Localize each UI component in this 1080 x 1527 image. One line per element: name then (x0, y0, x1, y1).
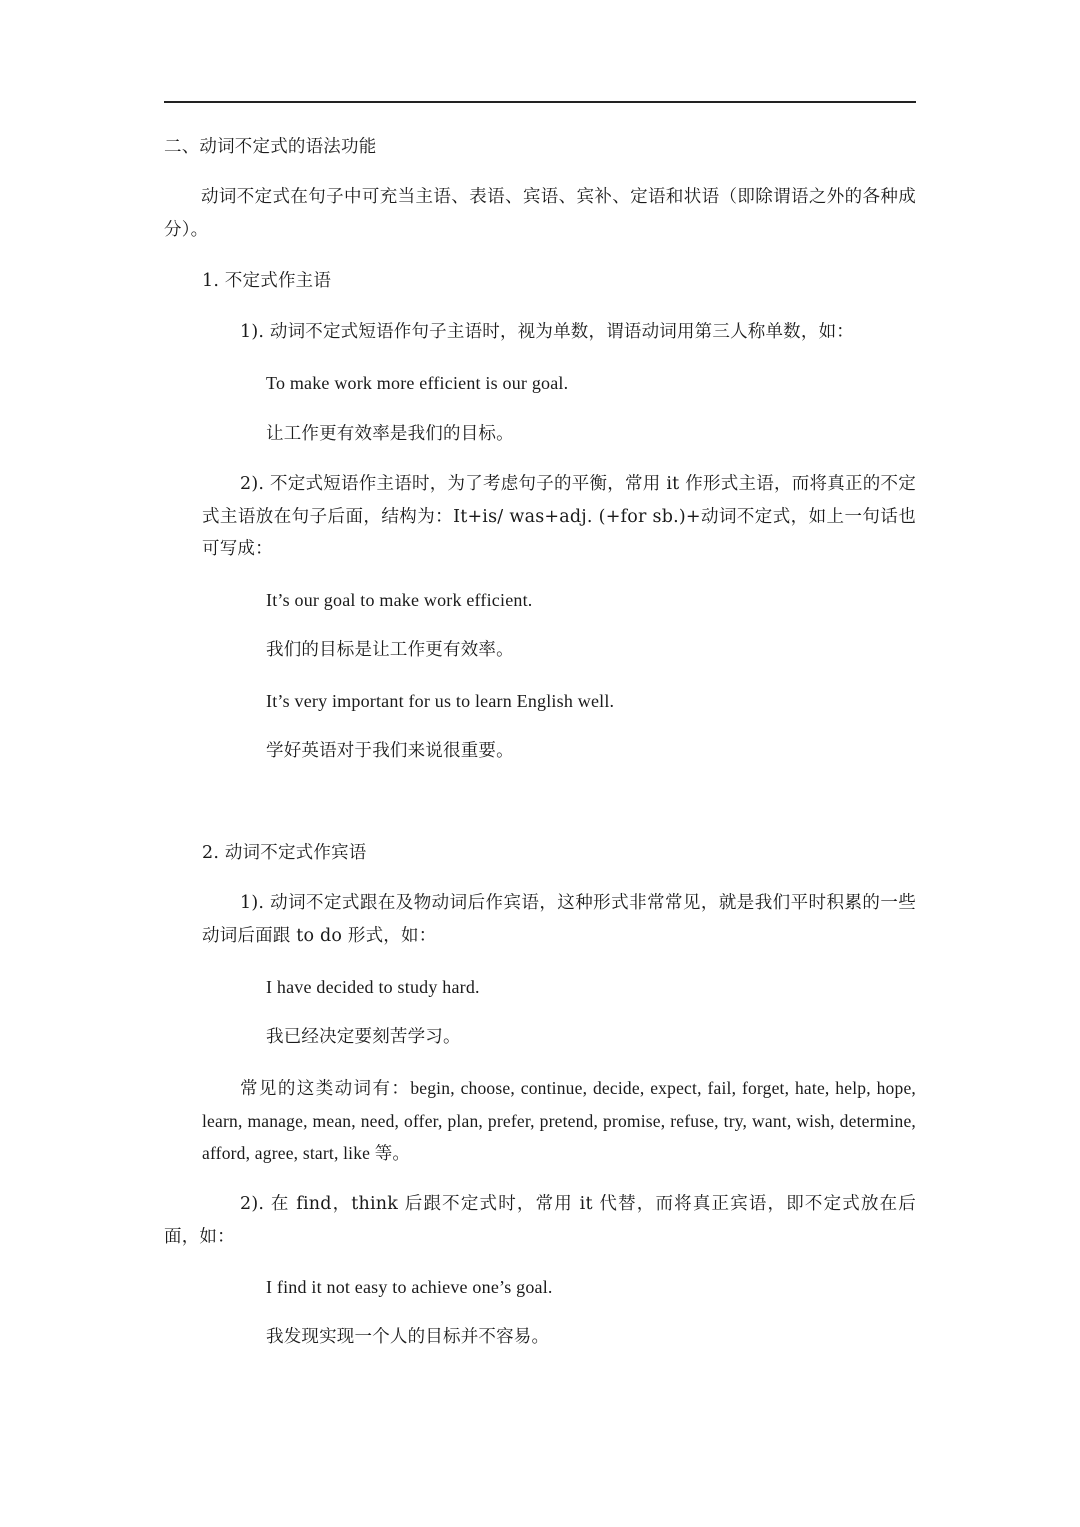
part2-point2: 2). 在 find，think 后跟不定式时，常用 it 代替，而将真正宾语，即不定式放在后面，如： (164, 1194, 916, 1247)
part1-example2-zh: 我们的目标是让工作更有效率。 (266, 640, 514, 660)
part1-example3-zh: 学好英语对于我们来说很重要。 (266, 741, 514, 761)
part2-example1-zh: 我已经决定要刻苦学习。 (266, 1027, 461, 1047)
part2-example2-zh: 我发现实现一个人的目标并不容易。 (266, 1327, 550, 1347)
part2-title: 2. 动词不定式作宾语 (202, 843, 367, 863)
section-intro: 动词不定式在句子中可充当主语、表语、宾语、宾补、定语和状语（即除谓语之外的各种成分）。 (164, 187, 916, 240)
part2-point1: 1). 动词不定式跟在及物动词后作宾语，这种形式非常常见，就是我们平时积累的一些动词后面跟 to do 形式，如： (202, 893, 916, 946)
section-heading: 二、动词不定式的语法功能 (164, 137, 377, 157)
part2-example2-en: I find it not easy to achieve one’s goal. (266, 1277, 553, 1297)
part1-example3-en: It’s very important for us to learn English well. (266, 691, 615, 711)
part1-example1-en: To make work more efficient is our goal. (266, 373, 569, 393)
part1-point2: 2). 不定式短语作主语时，为了考虑句子的平衡，常用 it 作形式主语，而将真正的不定式主语放在句子后面，结构为：It+is/ was+adj. (+for sb.)+动词不定式，如上一句话也可写成： (202, 474, 916, 559)
part1-title: 1. 不定式作主语 (202, 271, 332, 291)
part1-example1-zh: 让工作更有效率是我们的目标。 (266, 424, 514, 444)
part2-example1-en: I have decided to study hard. (266, 977, 480, 997)
part2-verb-list: 常见的这类动词有：begin, choose, continue, decide, expect, fail, forget, hate, help, hope, learn, manage, mean, need, offer, plan, prefer, pretend, promise, refuse, try, want, wish, determine, afford, agree, start, like 等。 (202, 1078, 916, 1163)
part1-point1: 1). 动词不定式短语作句子主语时，视为单数，谓语动词用第三人称单数，如： (240, 322, 854, 342)
part1-example2-en: It’s our goal to make work efficient. (266, 590, 533, 610)
header-rule (164, 101, 916, 103)
